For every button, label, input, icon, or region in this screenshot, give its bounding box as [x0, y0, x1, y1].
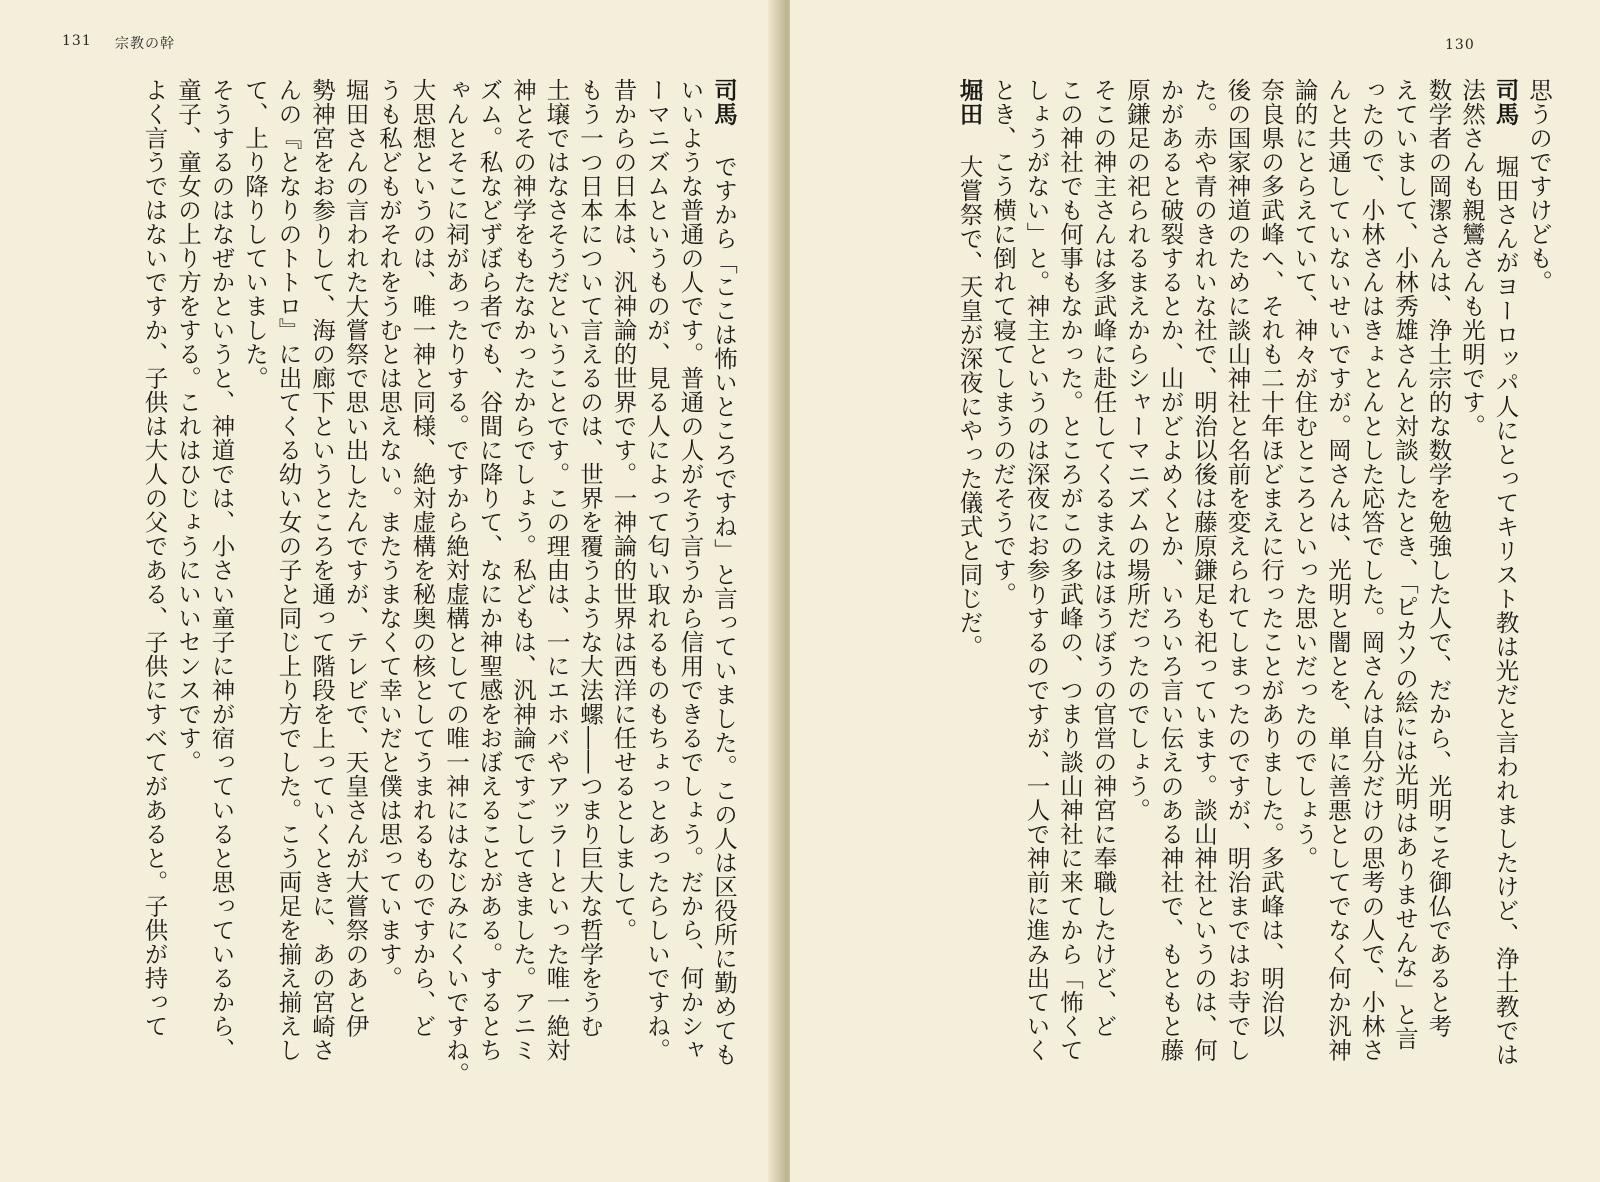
text-line: ゃんとそこに祠があったりする。ですから絶対虚構としての唯一神にはなじみにくいですね。 [442, 78, 470, 1086]
text-line: 原鎌足の祀られるまえからシャーマニズムの場所だったのでしょう。 [1123, 78, 1151, 822]
text-line: とき、こう横に倒れて寝てしまうのだそうです。 [989, 78, 1017, 606]
text-line: えていまして、小林秀雄さんと対談したとき、「ピカソの絵には光明はありませんな」と言 [1391, 78, 1419, 1051]
text-column [1120, 78, 1154, 1138]
text-line: いいような普通の人です。普通の人がそう言うから信用できるでしょう。だから、何かシャ [676, 78, 705, 1062]
text-column [439, 78, 473, 1138]
text-line: そうするのはなぜかというと、神道では、小さい童子に神が宿っていると思っているから、 [207, 78, 236, 1062]
text-column [1488, 78, 1522, 1138]
speaker-label: 堀田 [955, 78, 984, 126]
text-line: この神社でも何事もなかった。ところがこの多武峰の、つまり談山神社に来てから「怖くて [1056, 78, 1084, 1062]
text-line: 昔からの日本は、汎神論的世界です。一神論的世界は西洋に任せるとしまして。 [609, 78, 638, 942]
body-text [60, 78, 740, 1138]
text-column [640, 78, 674, 1138]
text-column [1254, 78, 1288, 1138]
page-number: 131 [62, 33, 92, 49]
text-column [673, 78, 707, 1138]
text-column [986, 78, 1020, 1138]
text-column [1354, 78, 1388, 1138]
text-column [1388, 78, 1422, 1138]
text-line: 法然さんも親鸞さんも光明です。 [1458, 78, 1486, 438]
text-line: んの『となりのトトロ』に出てくる幼い女の子と同じ上り方でした。こう両足を揃え揃えし [274, 78, 303, 1062]
text-column [1053, 78, 1087, 1138]
text-column [372, 78, 406, 1138]
text-column [472, 78, 506, 1138]
text-column [707, 78, 741, 1138]
text-line: て、上り降りしていました。 [241, 78, 269, 390]
text-column [238, 78, 272, 1138]
right-page [790, 0, 1600, 1182]
text-column [405, 78, 439, 1138]
text-line: もう一つ日本について言えるのは、世界を覆うような大法螺――つまり巨大な哲学をうむ [576, 78, 604, 1038]
text-column [305, 78, 339, 1138]
page-number: 130 [1445, 37, 1475, 53]
text-column [1187, 78, 1221, 1138]
text-line: よく言うではないですか、子供は大人の父である、子供にすべてがあると。子供が持って [140, 78, 169, 1038]
text-line: んと共通していないせいですが。岡さんは、光明と闇とを、単に善悪としてでなく何か汎神 [1324, 78, 1352, 1062]
speaker-label: 司馬 [710, 78, 738, 126]
text-line: 奈良県の多武峰へ、それも二十年ほどまえに行ったことがありました。多武峰は、明治以 [1257, 78, 1285, 1038]
text-line: 堀田さんがヨーロッパ人にとってキリスト教は光だと言われましたけど、浄土教では [1491, 154, 1520, 1067]
text-line: そこの神主さんは多武峰に赴任してくるまえはほうぼうの官営の神宮に奉職したけど、ど [1089, 78, 1118, 1038]
text-line: 後の国家神道のために談山神社と名前を変えられてしまったのですが、明治まではお寺でし [1223, 78, 1252, 1062]
text-line: かがあると破裂するとか、山がどよめくとか、いろいろ言い伝えのある神社で、もともと藤 [1156, 78, 1185, 1062]
text-line: 土壌ではなさそうだということです。この理由は、一にエホバやアッラーといった唯一絶対 [542, 78, 571, 1062]
text-column [1287, 78, 1321, 1138]
text-line: ったので、小林さんはきょとんとした応答でした。岡さんは自分だけの思考の人で、小林さ [1357, 78, 1386, 1062]
text-column [1220, 78, 1254, 1138]
text-column [1086, 78, 1120, 1138]
text-column [1153, 78, 1187, 1138]
text-line: 大嘗祭で、天皇が深夜にやった儀式と同じだ。 [955, 154, 984, 659]
text-column [1455, 78, 1489, 1138]
text-line: うも私どもがそれをうむとは思えない。またうまなくて幸いだと僕は思っています。 [375, 78, 403, 990]
text-column [1421, 78, 1455, 1138]
text-column [171, 78, 205, 1138]
running-title: 宗教の幹 [115, 36, 175, 52]
text-line: しょうがない」と。神主というのは深夜にお参りするのですが、一人で神前に進み出ていく [1022, 78, 1051, 1062]
text-column [606, 78, 640, 1138]
text-column [271, 78, 305, 1138]
text-column [539, 78, 573, 1138]
text-line: 大思想というのは、唯一神と同様、絶対虚構を秘奥の核としてうまれるものですから、ど [408, 78, 437, 1038]
text-column [137, 78, 171, 1138]
text-column [1522, 78, 1556, 1138]
text-line: 数学者の岡潔さんは、浄土宗的な数学を勉強した人で、だから、光明こそ御仏であると考 [1424, 78, 1453, 1038]
text-column [204, 78, 238, 1138]
speaker-label: 司馬 [1491, 78, 1520, 126]
text-line: 童子、童女の上り方をする。これはひじょうにいいセンスです。 [174, 78, 202, 774]
text-column [506, 78, 540, 1138]
text-line: 堀田さんの言われた大嘗祭で思い出したんですが、テレビで、天皇さんが大嘗祭のあと伊 [341, 78, 370, 1038]
text-column [1321, 78, 1355, 1138]
text-line: ですから「ここは怖いところですね」と言っていました。この人は区役所に勤めても [710, 154, 738, 1067]
text-line: ズム。私などずぼら者でも、谷間に降りて、なにか神聖感をおぼえることがある。するとち [475, 78, 504, 1062]
text-line: ーマニズムというものが、見る人によって匂い取れるものもちょっとあったらしいですね。 [643, 78, 671, 1062]
text-column [573, 78, 607, 1138]
text-line: 勢神宮をお参りして、海の廊下というところを通って階段を上っていくときに、あの宮崎さ [308, 78, 336, 1062]
text-column [338, 78, 372, 1138]
text-line: 論的にとらえていて、神々が住むところといった思いだったのでしょう。 [1290, 78, 1319, 870]
left-page [0, 0, 778, 1182]
text-line: 神とその神学をもたなかったからでしょう。私どもは、汎神論ですごしてきました。アニミ [509, 78, 537, 1062]
text-column [952, 78, 986, 1138]
text-column [1019, 78, 1053, 1138]
text-line: 思うのですけども。 [1525, 78, 1553, 294]
text-line: た。赤や青のきれいな社で、明治以後は藤原鎌足も祀っています。談山神社というのは、何 [1190, 78, 1218, 1062]
body-text [810, 78, 1555, 1138]
